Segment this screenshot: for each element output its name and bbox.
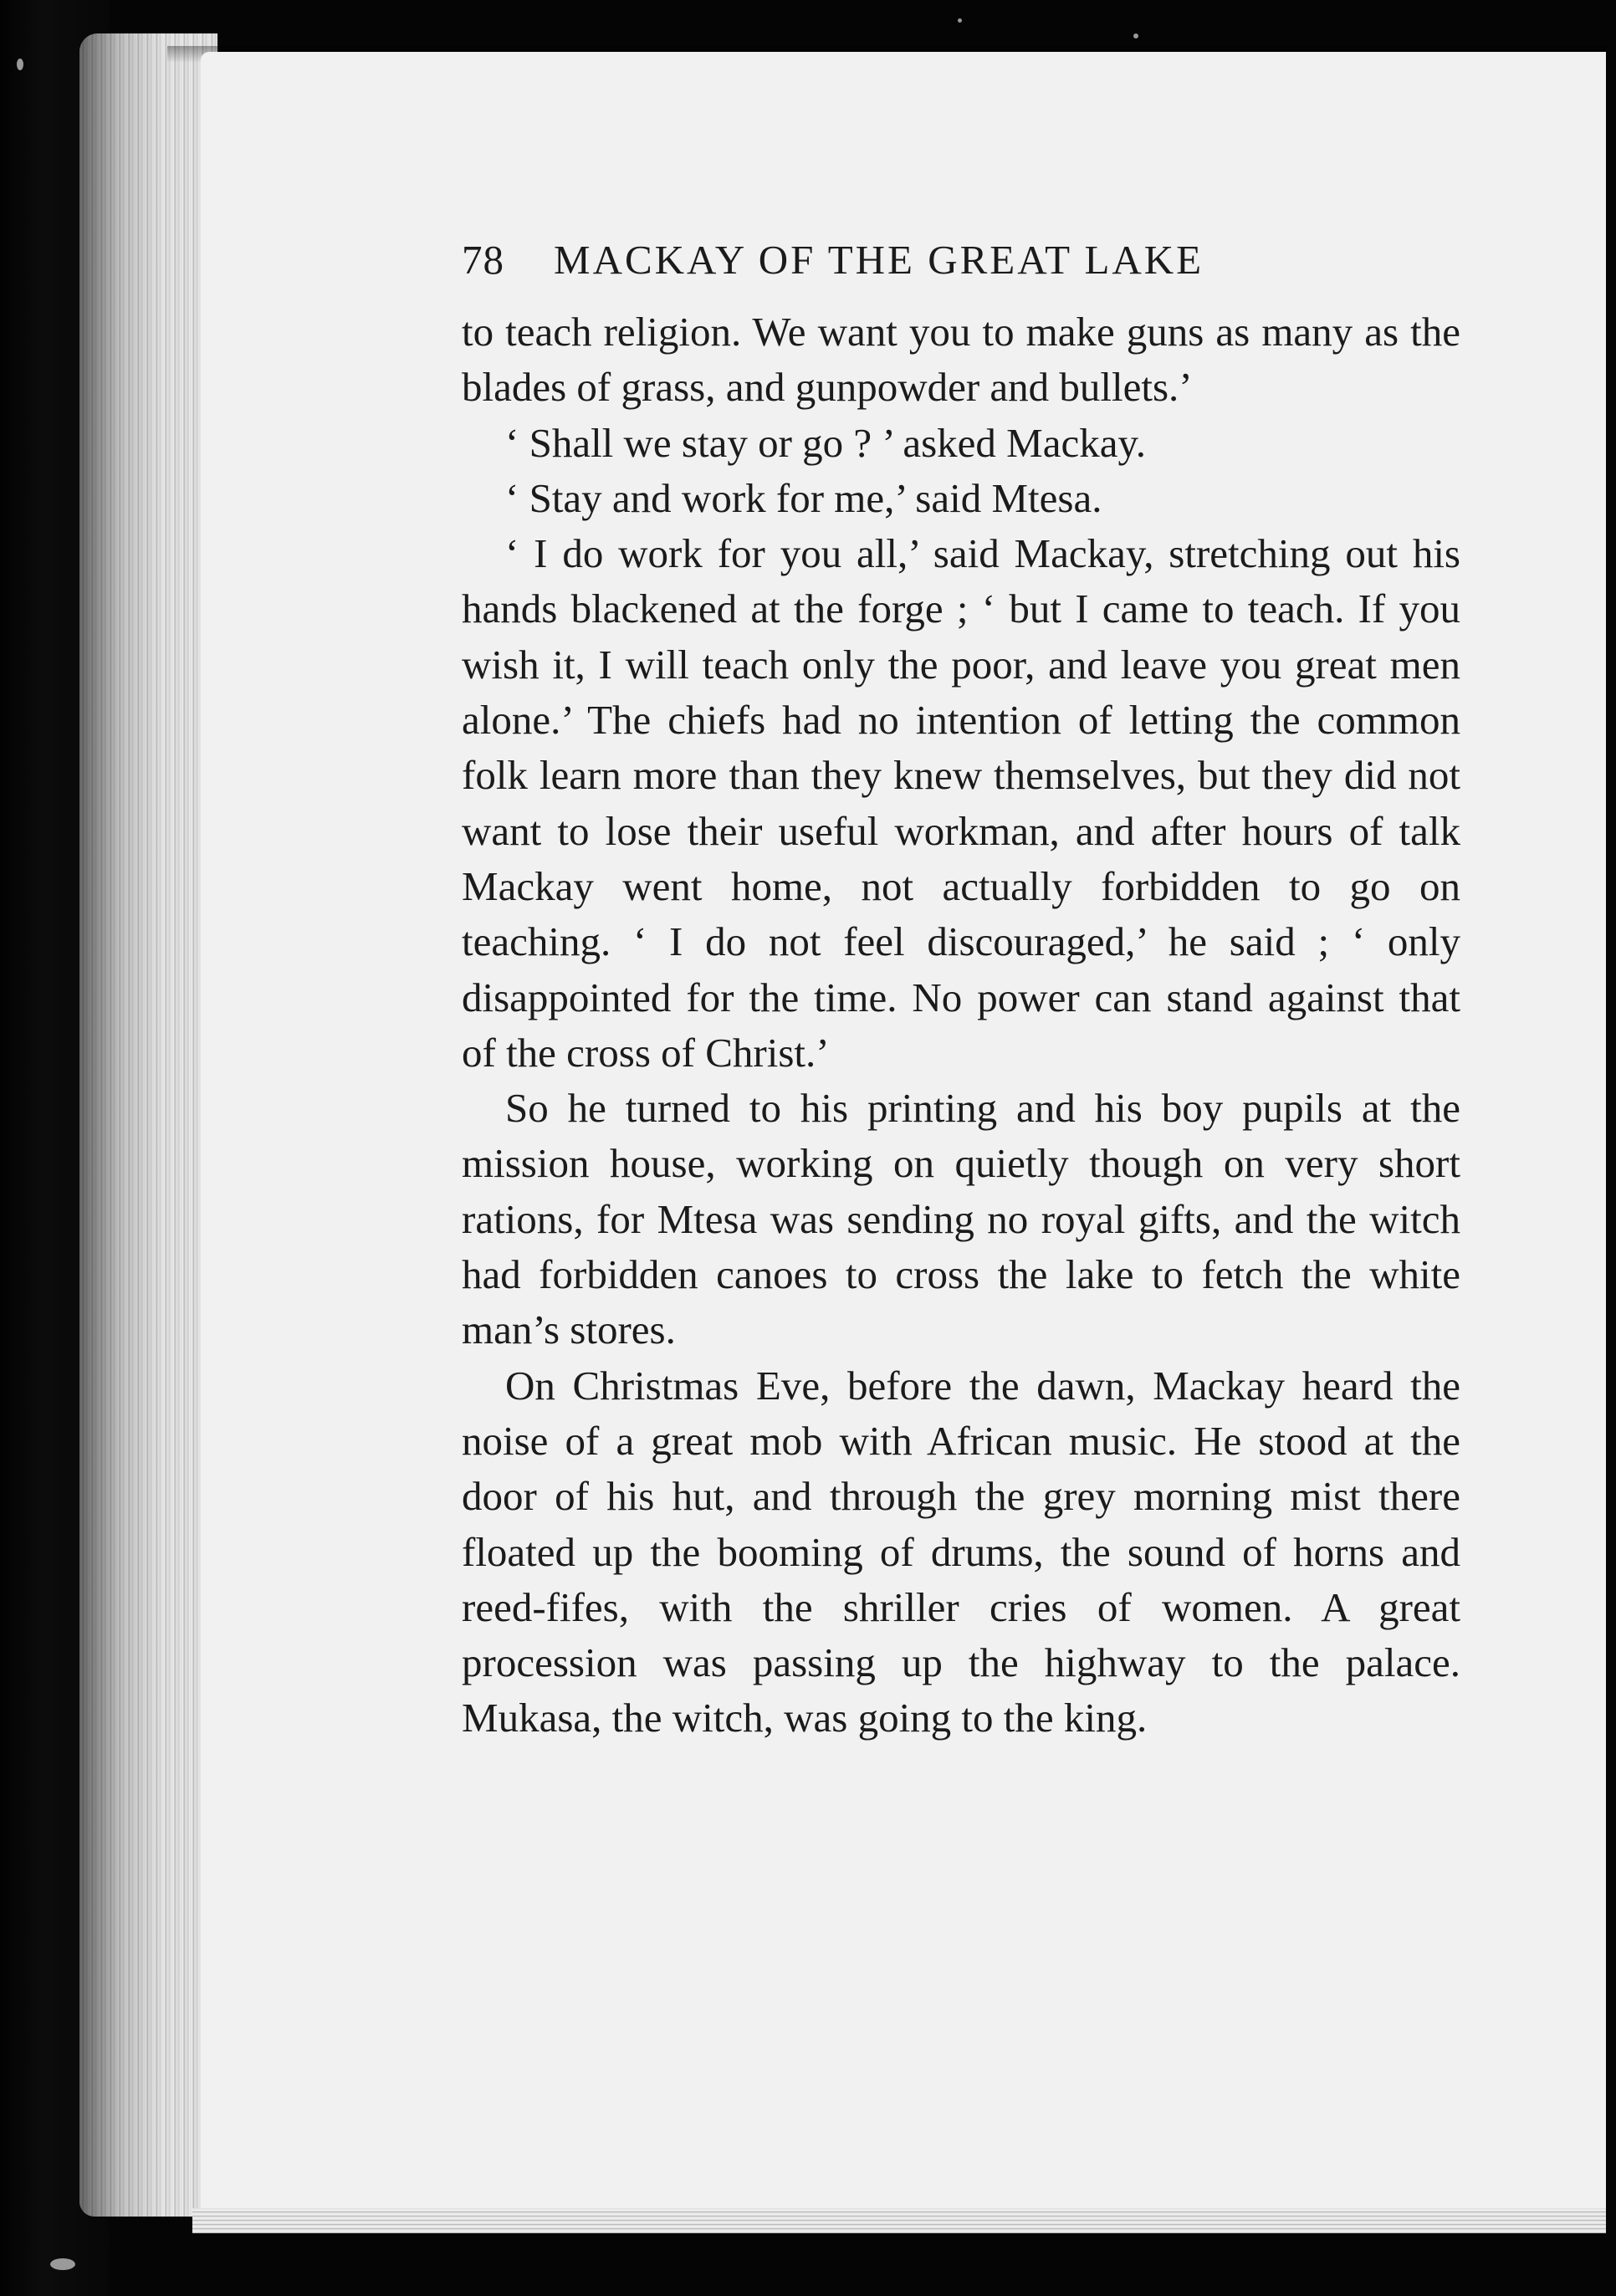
running-title: MACKAY OF THE GREAT LAKE [554, 237, 1204, 283]
paragraph: ‘ Stay and work for me,’ said Mtesa. [505, 474, 1102, 521]
dust-speck [50, 2258, 75, 2270]
paragraph: to teach religion. We want you to make guns as many as the blades of grass, and gunpowder and bullets.’ [462, 309, 1460, 411]
paragraph: On Christmas Eve, before the dawn, Mackay heard the noise of a great mob with African music. He stood at the door of his hut, and through the grey morning mist there floated up the booming of drums, the sound of horns and reed-fifes, with the shriller cries of women. A great procession was passing up the highway to the palace. Mukasa, the witch, was going to the king. [462, 1362, 1460, 1741]
dust-speck [1133, 33, 1138, 38]
page-number: 78 [462, 237, 504, 283]
dust-speck [17, 59, 23, 70]
paragraph: So he turned to his printing and his boy pupils at the mission house, working on quietly though on very short rations, for Mtesa was sending no royal gifts, and the witch had forbidden canoes to cross the lake to fetch the white man’s stores. [462, 1085, 1460, 1353]
bottom-binding [109, 2225, 1616, 2296]
running-head [462, 236, 1460, 301]
page-edges-shadow [79, 33, 217, 2217]
text-block [462, 236, 1460, 1746]
body-text [462, 304, 1460, 1746]
dust-speck [958, 18, 962, 23]
bottom-page-edges [192, 2208, 1606, 2233]
paragraph: ‘ I do work for you all,’ said Mackay, stretching out his hands blackened at the forge ; ‘ but I came to teach. If you wish it, I will teach only the poor, and leave you great men alone.’ The chiefs had no intention of letting the common folk learn more than they knew themselves, but they did not want to lose their useful workman, and after hours of talk Mackay went home, not actually forbidden to go on teaching. ‘ I do not feel discouraged,’ he said ; ‘ only disappointed for the time. No power can stand against that of the cross of Christ.’ [462, 530, 1460, 1076]
paragraph: ‘ Shall we stay or go ? ’ asked Mackay. [505, 419, 1147, 466]
